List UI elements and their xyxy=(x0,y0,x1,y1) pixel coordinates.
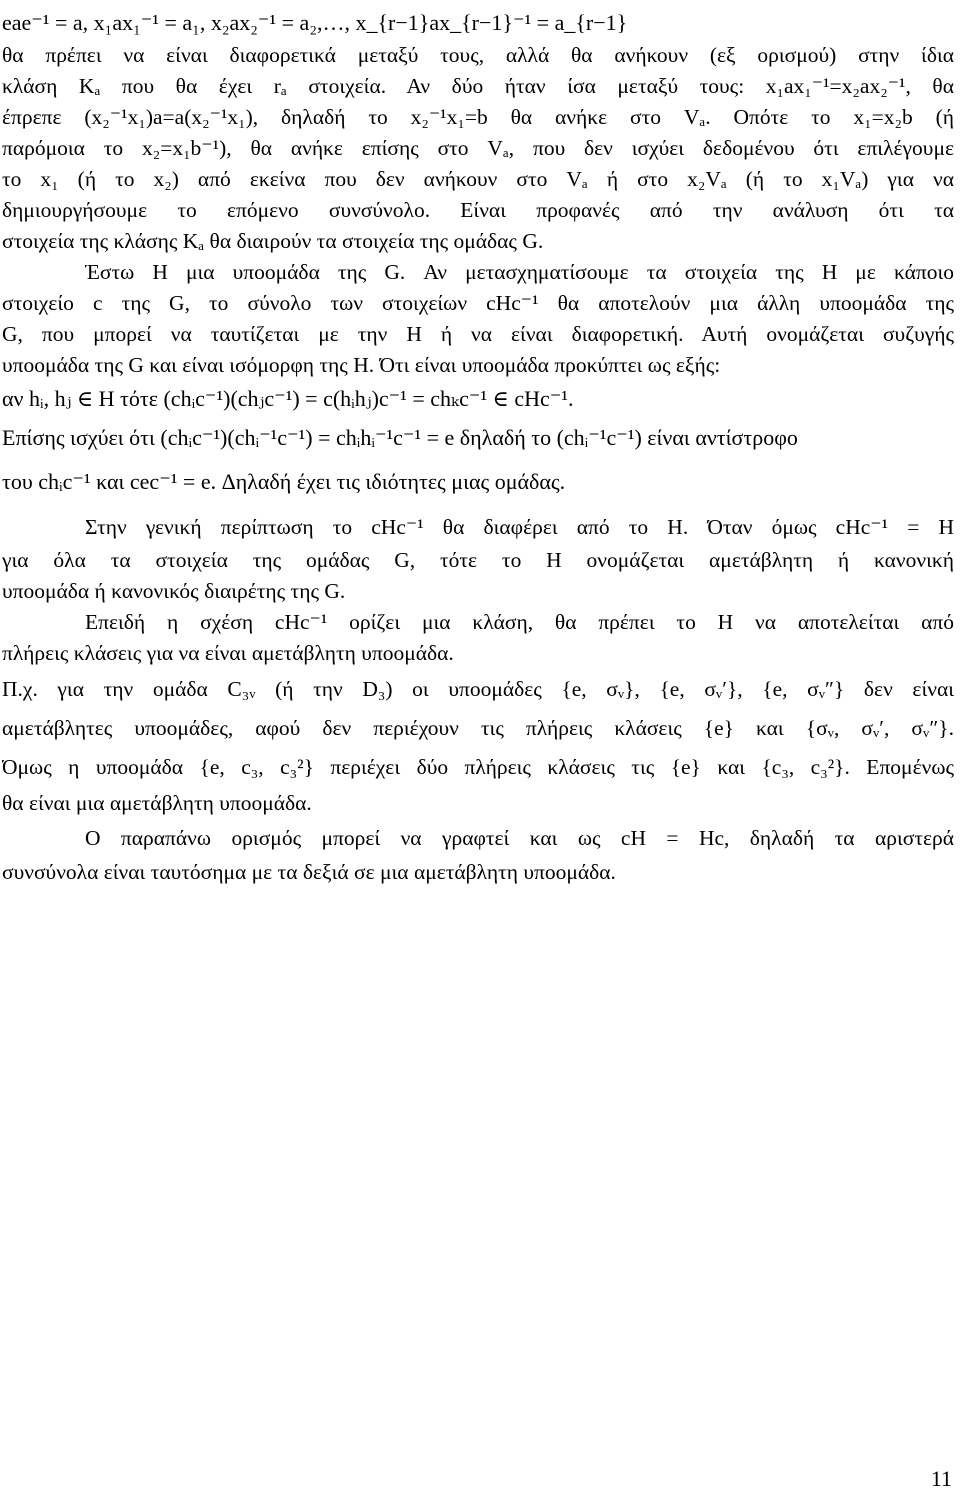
text-line: συνσύνολα είναι ταυτόσημα με τα δεξιά σε μια αμετάβλητη υποομάδα. xyxy=(2,860,616,884)
text-line: αμετάβλητες υποομάδες, αφού δεν περιέχουν τις πλήρεις κλάσεις {e} και {σᵥ, σᵥ′, σᵥ″}. xyxy=(2,716,954,740)
text-line: κλάση Kₐ που θα έχει rₐ στοιχεία. Αν δύο ήταν ίσα μεταξύ τους: x₁ax₁⁻¹=x₂ax₂⁻¹, θα xyxy=(2,74,954,98)
equation-line: eae⁻¹ = a, x₁ax₁⁻¹ = a₁, x₂ax₂⁻¹ = a₂,…, x_{r−1}ax_{r−1}⁻¹ = a_{r−1} xyxy=(2,10,628,35)
text-line: δημιουργήσουμε το επόμενο συνσύνολο. Είναι προφανές από την ανάλυση ότι τα xyxy=(2,198,954,222)
text-line: υποομάδα ή κανονικός διαιρέτης της G. xyxy=(2,579,346,603)
equation-line: αν hᵢ, hⱼ ∈ H τότε (chᵢc⁻¹)(chⱼc⁻¹) = c(hᵢhⱼ)c⁻¹ = chₖc⁻¹ ∈ cHc⁻¹. xyxy=(2,386,574,411)
text-line: Όμως η υποομάδα {e, c₃, c₃²} περιέχει δύο πλήρεις κλάσεις τις {e} και {c₃, c₃²}. Επομένως xyxy=(2,755,954,779)
text-line: θα είναι μια αμετάβλητη υποομάδα. xyxy=(2,791,312,815)
equation-line: Επίσης ισχύει ότι (chᵢc⁻¹)(chᵢ⁻¹c⁻¹) = chᵢhᵢ⁻¹c⁻¹ = e δηλαδή το (chᵢ⁻¹c⁻¹) είναι αντίστροφο xyxy=(2,425,798,450)
text-line: παρόμοια το x₂=x₁b⁻¹), θα ανήκε επίσης στο Vₐ, που δεν ισχύει δεδομένου ότι επιλέγουμε xyxy=(2,136,954,160)
text-line: για όλα τα στοιχεία της ομάδας G, τότε το H ονομάζεται αμετάβλητη ή κανονική xyxy=(2,548,954,572)
text-line: Επειδή η σχέση cHc⁻¹ ορίζει μια κλάση, θα πρέπει το H να αποτελείται από xyxy=(85,610,954,634)
page-number: 11 xyxy=(930,1466,952,1491)
equation-line: του chᵢc⁻¹ και cec⁻¹ = e. Δηλαδή έχει τις ιδιότητες μιας ομάδας. xyxy=(2,469,566,494)
text-line: έπρεπε (x₂⁻¹x₁)a=a(x₂⁻¹x₁), δηλαδή το x₂⁻¹x₁=b θα ανήκε στο Vₐ. Οπότε το x₁=x₂b (ή xyxy=(2,105,954,129)
text-line: υποομάδα της G και είναι ισόμορφη της H. Ότι είναι υποομάδα προκύπτει ως εξής: xyxy=(2,353,721,377)
text-line: G, που μπορεί να ταυτίζεται με την H ή να είναι διαφορετική. Αυτή ονομάζεται συζυγής xyxy=(2,322,954,346)
text-line: Ο παραπάνω ορισμός μπορεί να γραφτεί και ως cH = Hc, δηλαδή τα αριστερά xyxy=(85,826,954,850)
text-line: στοιχεία της κλάσης Kₐ θα διαιρούν τα στοιχεία της ομάδας G. xyxy=(2,229,544,253)
text-line: Έστω H μια υποομάδα της G. Αν μετασχηματίσουμε τα στοιχεία της H με κάποιο xyxy=(85,260,954,284)
text-line: Π.χ. για την ομάδα C₃ᵥ (ή την D₃) οι υποομάδες {e, σᵥ}, {e, σᵥ′}, {e, σᵥ″} δεν είναι xyxy=(2,677,954,701)
text-line: το x₁ (ή το x₂) από εκείνα που δεν ανήκουν στο Vₐ ή στο x₂Vₐ (ή το x₁Vₐ) για να xyxy=(2,167,954,191)
text-line: στοιχείο c της G, το σύνολο των στοιχείων cHc⁻¹ θα αποτελούν μια άλλη υποομάδα της xyxy=(2,291,954,315)
text-line: θα πρέπει να είναι διαφορετικά μεταξύ τους, αλλά θα ανήκουν (εξ ορισμού) στην ίδια xyxy=(2,43,954,67)
text-line: πλήρεις κλάσεις για να είναι αμετάβλητη υποομάδα. xyxy=(2,641,454,665)
text-line: Στην γενική περίπτωση το cHc⁻¹ θα διαφέρει από το H. Όταν όμως cHc⁻¹ = H xyxy=(85,515,954,539)
